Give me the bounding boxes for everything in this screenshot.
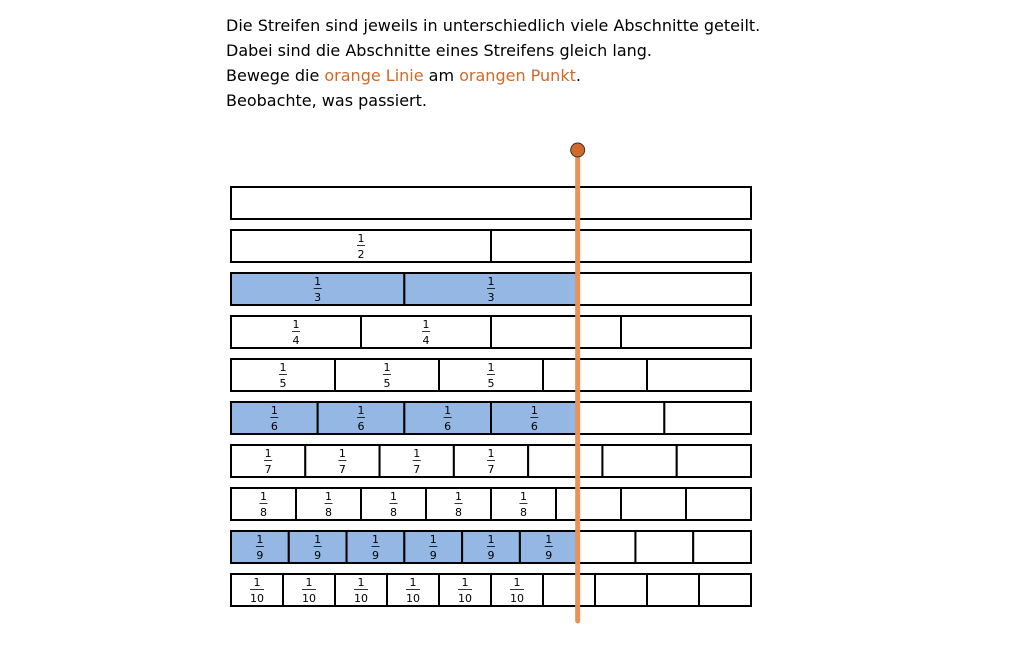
strip-8-segment — [686, 488, 751, 520]
fraction-denominator: 7 — [338, 463, 346, 476]
orange-slider-handle[interactable] — [571, 143, 585, 157]
strip-2 — [231, 230, 751, 262]
strip-3 — [231, 273, 751, 305]
fraction-numerator: 1 — [487, 275, 495, 288]
fraction-denominator: 9 — [487, 549, 495, 562]
instruction-line-3-pre: Bewege die — [226, 66, 325, 85]
strip-10-segment — [595, 574, 647, 606]
strip-8 — [231, 488, 751, 520]
instruction-line-1: Die Streifen sind jeweils in unterschiedlich viele Abschnitte geteilt. — [226, 16, 761, 35]
fraction-numerator: 1 — [292, 318, 300, 331]
fraction-denominator: 9 — [256, 549, 264, 562]
fraction-numerator: 1 — [371, 533, 379, 546]
fraction-denominator: 7 — [264, 463, 272, 476]
strip-9-segment — [635, 531, 693, 563]
fraction-denominator: 2 — [357, 248, 365, 261]
fraction-denominator: 10 — [250, 592, 264, 605]
strip-4-segment — [621, 316, 751, 348]
fraction-denominator: 8 — [260, 506, 267, 519]
fraction-numerator: 1 — [314, 275, 322, 288]
fraction-numerator: 1 — [357, 232, 365, 245]
fraction-denominator: 7 — [487, 463, 495, 476]
fraction-denominator: 6 — [530, 420, 538, 433]
fraction-denominator: 8 — [325, 506, 332, 519]
instruction-line-3-mid: am — [423, 66, 460, 85]
fraction-denominator: 9 — [314, 549, 322, 562]
orange-point-highlight: orangen Punkt — [459, 66, 576, 85]
strip-9 — [231, 531, 751, 563]
strip-4 — [231, 316, 751, 348]
fraction-numerator: 1 — [461, 576, 469, 589]
instruction-line-3-post: . — [575, 66, 581, 85]
orange-line-highlight: orange Linie — [324, 66, 424, 85]
fraction-numerator: 1 — [422, 318, 430, 331]
strip-6 — [231, 402, 751, 434]
strip-7-segment — [677, 445, 751, 477]
fraction-denominator: 8 — [390, 506, 397, 519]
fraction-numerator: 1 — [530, 404, 538, 417]
fraction-denominator: 4 — [422, 334, 430, 347]
fraction-denominator: 5 — [487, 377, 495, 390]
strip-8-segment — [621, 488, 686, 520]
fraction-numerator: 1 — [383, 361, 391, 374]
strip-4-segment — [491, 316, 621, 348]
fraction-denominator: 8 — [455, 506, 462, 519]
fraction-denominator: 9 — [545, 549, 553, 562]
fraction-numerator: 1 — [253, 576, 261, 589]
fraction-denominator: 10 — [302, 592, 316, 605]
fraction-numerator: 1 — [429, 533, 437, 546]
fraction-numerator: 1 — [270, 404, 278, 417]
fraction-denominator: 10 — [406, 592, 420, 605]
fraction-denominator: 9 — [429, 549, 437, 562]
fraction-numerator: 1 — [487, 447, 495, 460]
fraction-denominator: 10 — [354, 592, 368, 605]
fraction-numerator: 1 — [264, 447, 272, 460]
fraction-denominator: 6 — [270, 420, 278, 433]
fraction-numerator: 1 — [390, 490, 397, 503]
strip-5 — [231, 359, 751, 391]
fraction-denominator: 3 — [487, 291, 495, 304]
fraction-numerator: 1 — [357, 576, 365, 589]
strip-7-segment — [602, 445, 676, 477]
fraction-numerator: 1 — [487, 533, 495, 546]
strip-10-segment — [647, 574, 699, 606]
strip-7-segment — [528, 445, 602, 477]
fraction-denominator: 9 — [371, 549, 379, 562]
fraction-numerator: 1 — [520, 490, 527, 503]
strips-layer — [231, 187, 751, 606]
fraction-numerator: 1 — [513, 576, 521, 589]
fraction-numerator: 1 — [444, 404, 452, 417]
fraction-denominator: 10 — [510, 592, 524, 605]
strip-6-segment — [664, 402, 751, 434]
strip-10 — [231, 574, 751, 606]
fraction-denominator: 10 — [458, 592, 472, 605]
strip-1-segment — [231, 187, 751, 219]
fraction-numerator: 1 — [256, 533, 264, 546]
fraction-numerator: 1 — [279, 361, 287, 374]
strip-10-segment — [699, 574, 751, 606]
fraction-denominator: 6 — [357, 420, 365, 433]
strip-10-segment — [543, 574, 595, 606]
strip-3-segment — [578, 273, 751, 305]
fraction-numerator: 1 — [260, 490, 267, 503]
fraction-numerator: 1 — [409, 576, 417, 589]
fraction-denominator: 5 — [279, 377, 287, 390]
strip-5-segment — [543, 359, 647, 391]
strip-1 — [231, 187, 751, 219]
strip-6-segment — [578, 402, 665, 434]
fraction-numerator: 1 — [455, 490, 462, 503]
fraction-numerator: 1 — [413, 447, 421, 460]
instruction-line-2: Dabei sind die Abschnitte eines Streifens gleich lang. — [226, 41, 653, 60]
fraction-denominator: 5 — [383, 377, 391, 390]
strip-2-segment — [491, 230, 751, 262]
fraction-numerator: 1 — [487, 361, 495, 374]
fraction-numerator: 1 — [305, 576, 313, 589]
instruction-line-4: Beobachte, was passiert. — [226, 91, 427, 110]
fraction-numerator: 1 — [314, 533, 322, 546]
fraction-denominator: 3 — [314, 291, 322, 304]
fraction-numerator: 1 — [545, 533, 553, 546]
fraction-numerator: 1 — [325, 490, 332, 503]
fraction-denominator: 7 — [413, 463, 421, 476]
fraction-numerator: 1 — [357, 404, 365, 417]
fraction-numerator: 1 — [338, 447, 346, 460]
strip-9-segment — [693, 531, 751, 563]
fraction-denominator: 4 — [292, 334, 300, 347]
strip-8-segment — [556, 488, 621, 520]
fraction-denominator: 6 — [444, 420, 452, 433]
strip-7 — [231, 445, 751, 477]
strip-5-segment — [647, 359, 751, 391]
fraction-denominator: 8 — [520, 506, 527, 519]
strip-9-segment — [578, 531, 636, 563]
